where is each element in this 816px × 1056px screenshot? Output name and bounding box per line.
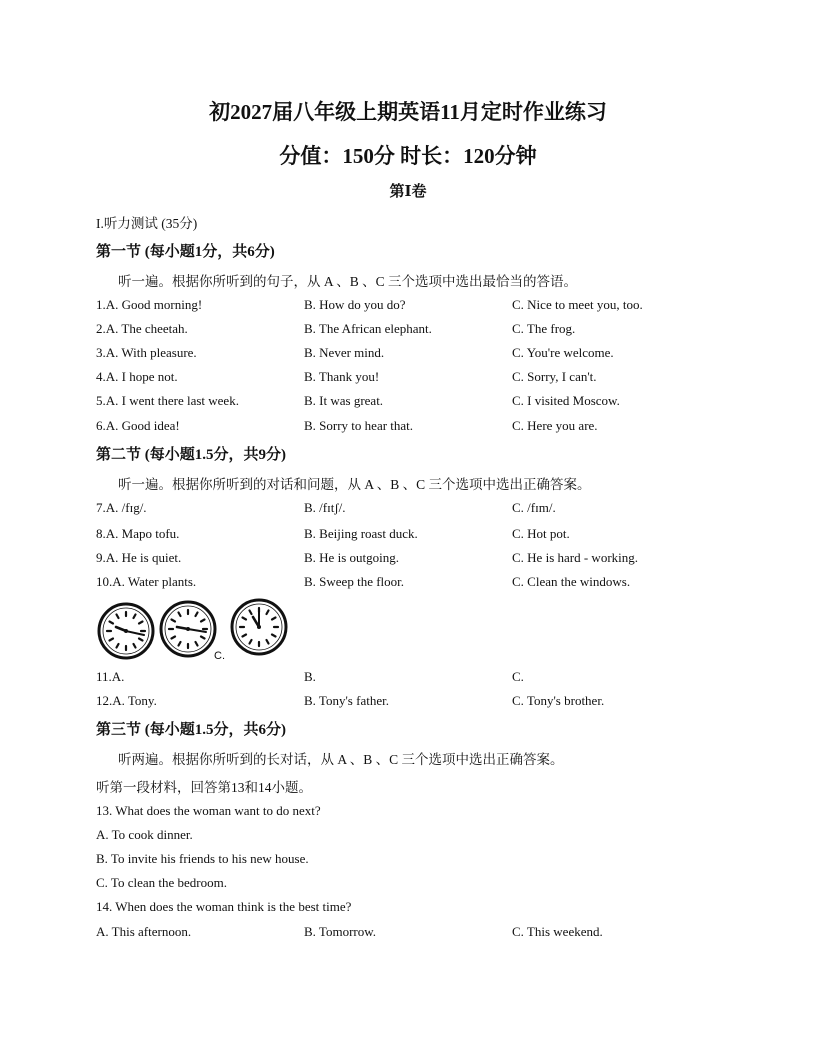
option-a: 12.A. Tony. [96, 693, 157, 708]
option-a: 6.A. Good idea! [96, 418, 180, 433]
option-a: 4.A. I hope not. [96, 369, 178, 384]
clock-b-icon [161, 602, 215, 656]
section3-instruction: 听两遍。根据你所听到的长对话，从 A 、B 、C 三个选项中选出正确答案。 [118, 752, 564, 767]
option-a: 5.A. I went there last week. [96, 393, 239, 408]
option-c: C. The frog. [512, 321, 576, 336]
option-c: C. Clean the windows. [512, 574, 631, 589]
option-a: 9.A. He is quiet. [96, 550, 182, 565]
clock-faces-icon [96, 597, 296, 663]
option-b: B. Sorry to hear that. [304, 418, 414, 433]
question-stem: 13. What does the woman want to do next? [96, 803, 321, 818]
option-b: B. Never mind. [304, 345, 385, 360]
option-c: C. [512, 669, 524, 684]
question-row [96, 693, 736, 713]
clock-c-icon [232, 600, 286, 654]
option-a: 1.A. Good morning! [96, 297, 203, 312]
part-title: I.听力测试 (35分) [96, 216, 198, 231]
question-row [96, 924, 736, 944]
option-c: C. Here you are. [512, 418, 598, 433]
option-b: B. How do you do? [304, 297, 406, 312]
option-b: B. Beijing roast duck. [304, 526, 418, 541]
option-a: 7.A. /fɪg/. [96, 500, 147, 515]
option-c: C. Sorry, I can't. [512, 369, 597, 384]
question-row [96, 297, 736, 317]
clock-a-icon [99, 604, 153, 658]
exam-title: 初2027届八年级上期英语11月定时作业练习 [209, 100, 607, 124]
question-row [96, 669, 736, 689]
option-b: B. Tony's father. [304, 693, 389, 708]
option-a: 8.A. Mapo tofu. [96, 526, 180, 541]
question-row [96, 550, 736, 570]
option-b: B. [304, 669, 316, 684]
question-row [96, 393, 736, 413]
question-row [96, 321, 736, 341]
question-row [96, 574, 736, 594]
option-c: C. I visited Moscow. [512, 393, 620, 408]
section1-instruction: 听一遍。根据你所听到的句子，从 A 、B 、C 三个选项中选出最恰当的答语。 [118, 274, 578, 289]
option-c: C. /fɪm/. [512, 500, 556, 515]
option-b: B. Thank you! [304, 369, 380, 384]
option-c: C. You're welcome. [512, 345, 614, 360]
clock-c-label: C. [214, 650, 225, 662]
section2-heading: 第二节 (每小题1.5分，共9分) [96, 447, 286, 463]
option-c: C. To clean the bedroom. [96, 875, 227, 890]
option-c: C. Nice to meet you, too. [512, 297, 643, 312]
question-row [96, 526, 736, 546]
option-a: 3.A. With pleasure. [96, 345, 197, 360]
option-c: C. Hot pot. [512, 526, 570, 541]
clock-images [96, 597, 296, 663]
option-a: 2.A. The cheetah. [96, 321, 188, 336]
option-a: A. To cook dinner. [96, 827, 193, 842]
option-b: B. The African elephant. [304, 321, 432, 336]
option-c: C. Tony's brother. [512, 693, 605, 708]
section2-instruction: 听一遍。根据你所听到的对话和问题，从 A 、B 、C 三个选项中选出正确答案。 [118, 477, 591, 492]
option-b: B. To invite his friends to his new house. [96, 851, 309, 866]
option-c: C. This weekend. [512, 924, 603, 939]
option-c: C. He is hard - working. [512, 550, 639, 565]
material-note: 听第一段材料，回答第13和14小题。 [96, 780, 312, 795]
option-b: B. It was great. [304, 393, 384, 408]
question-row [96, 418, 736, 438]
option-a: A. This afternoon. [96, 924, 192, 939]
option-a: 10.A. Water plants. [96, 574, 197, 589]
exam-meta: 分值：150分 时长：120分钟 [279, 144, 537, 168]
question-row [96, 369, 736, 389]
option-b: B. He is outgoing. [304, 550, 399, 565]
question-row [96, 345, 736, 365]
question-stem: 14. When does the woman think is the best time? [96, 899, 352, 914]
option-b: B. /fɪtʃ/. [304, 500, 346, 515]
section1-heading: 第一节 (每小题1分，共6分) [96, 244, 275, 260]
question-row [96, 500, 736, 520]
option-b: B. Tomorrow. [304, 924, 377, 939]
option-a: 11.A. [96, 669, 125, 684]
section3-heading: 第三节 (每小题1.5分，共6分) [96, 722, 286, 738]
option-b: B. Sweep the floor. [304, 574, 405, 589]
volume-title: 第Ⅰ卷 [389, 184, 427, 200]
